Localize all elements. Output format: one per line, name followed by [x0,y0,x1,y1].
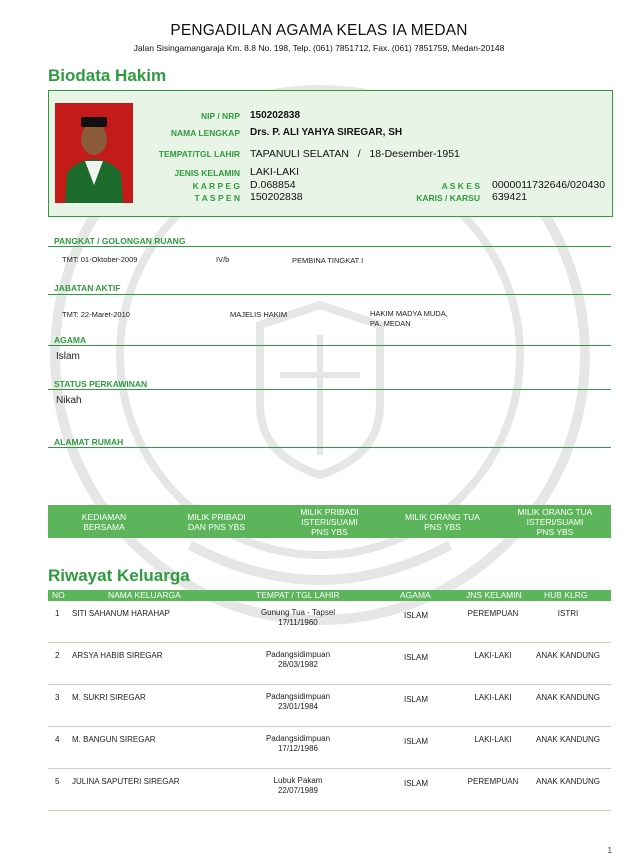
kediaman-milik-pribadi-isteri: MILIK PRIBADI ISTERI/SUAMI PNS YBS [300,506,359,537]
row-tgl: 23/01/1984 [277,702,319,711]
ttl-value: TAPANULI SELATAN / 18-Desember-1951 [250,148,460,160]
karpeg-value: D.068854 [250,179,296,191]
nip-label: NIP / NRP [200,111,240,121]
row-divider [48,684,611,685]
row-no: 4 [55,735,60,744]
karis-value: 639421 [492,191,528,203]
row-tempat: Padangsidimpuan [265,692,331,701]
row-tgl: 28/03/1982 [277,660,319,669]
agama-divider [48,345,611,346]
pangkat-name: PEMBINA TINGKAT I [292,256,364,265]
row-divider [48,726,611,727]
jabatan-divider [48,294,611,295]
alamat-heading: ALAMAT RUMAH [54,437,124,447]
alamat-divider [48,447,611,448]
row-nama: SITI SAHANUM HARAHAP [72,609,170,618]
pangkat-golongan: IV/b [216,255,230,264]
jabatan-tmt: TMT: 22-Maret-2010 [62,310,130,319]
row-no: 1 [55,609,60,618]
judge-photo [55,103,133,203]
row-agama: ISLAM [403,695,428,704]
row-agama: ISLAM [403,653,428,662]
nip-value: 150202838 [250,110,301,121]
jk-label: JENIS KELAMIN [174,168,240,178]
askes-value: 0000011732646/020430 [492,179,606,191]
row-nama: ARSYA HABIB SIREGAR [72,651,163,660]
row-tgl: 17/12/1986 [277,744,319,753]
row-nama: M. SUKRI SIREGAR [72,693,146,702]
karis-label: KARIS / KARSU [416,193,480,203]
jabatan-heading: JABATAN AKTIF [54,283,121,293]
row-jk: LAKI-LAKI [474,735,512,744]
col-hub: HUB KLRG [544,590,588,600]
row-no: 5 [55,777,60,786]
status-divider [48,389,611,390]
kediaman-milik-orang-tua-isteri: MILIK ORANG TUA ISTERI/SUAMI PNS YBS [517,506,593,537]
kediaman-milik-orang-tua: MILIK ORANG TUA PNS YBS [405,511,480,532]
row-agama: ISLAM [403,737,428,746]
court-address: Jalan Sisingamangaraja Km. 8.8 No. 198, Telp. (061) 7851712, Fax. (061) 7851759, Medan-20148 [133,43,505,53]
keluarga-heading: Riwayat Keluarga [48,566,190,585]
keluarga-table-header [48,590,611,601]
row-tempat: Gunung Tua - Tapsel [260,608,336,617]
row-hub: ANAK KANDUNG [535,735,600,744]
row-jk: PEREMPUAN [467,777,519,786]
jabatan-line2: PA. MEDAN [370,319,411,328]
row-agama: ISLAM [403,611,428,620]
agama-value: Islam [56,351,80,362]
pangkat-heading: PANGKAT / GOLONGAN RUANG [54,236,186,246]
jabatan-unit: MAJELIS HAKIM [230,310,288,319]
jabatan-line1: HAKIM MADYA MUDA, [370,309,448,318]
row-jk: PEREMPUAN [467,609,519,618]
karpeg-label: K A R P E G [192,181,240,191]
nama-label: NAMA LENGKAP [170,128,240,138]
status-heading: STATUS PERKAWINAN [54,379,148,389]
row-divider [48,642,611,643]
ttl-label: TEMPAT/TGL LAHIR [158,149,240,159]
row-tgl: 17/11/1960 [278,618,318,627]
jk-value: LAKI-LAKI [250,166,300,178]
row-no: 2 [55,651,60,660]
row-nama: JULINA SAPUTERI SIREGAR [72,777,180,786]
kediaman-milik-pribadi: MILIK PRIBADI DAN PNS YBS [187,511,246,532]
askes-label: A S K E S [441,181,480,191]
row-tempat: Padangsidimpuan [265,650,331,659]
nama-value: Drs. P. ALI YAHYA SIREGAR, SH [250,127,403,138]
kediaman-bersama: KEDIAMAN BERSAMA [81,511,127,532]
court-title: PENGADILAN AGAMA KELAS IA MEDAN [170,22,468,39]
pangkat-tmt: TMT: 01-Oktober-2009 [62,255,138,264]
row-jk: LAKI-LAKI [474,651,512,660]
row-no: 3 [55,693,60,702]
status-value: Nikah [56,395,82,406]
biodata-heading: Biodata Hakim [48,66,167,85]
row-nama: M. BANGUN SIREGAR [72,735,156,744]
pangkat-divider [48,246,611,247]
col-ttl: TEMPAT / TGL LAHIR [256,590,340,600]
kediaman-band [48,505,611,538]
row-tgl: 22/07/1989 [277,786,319,795]
row-divider [48,810,611,811]
col-nama: NAMA KELUARGA [108,590,181,600]
row-jk: LAKI-LAKI [474,693,512,702]
taspen-value: 150202838 [250,191,303,203]
row-agama: ISLAM [403,779,428,788]
col-jk: JNS KELAMIN [466,590,522,600]
row-hub: ANAK KANDUNG [535,651,600,660]
page-number: 1 [607,846,612,855]
row-tempat: Lubuk Pakam [273,776,323,785]
taspen-label: T A S P E N [194,193,240,203]
person-photo-icon [55,103,133,203]
agama-heading: AGAMA [54,335,87,345]
row-hub: ANAK KANDUNG [535,693,600,702]
col-no: NO [52,590,65,600]
col-agama: AGAMA [400,590,431,600]
row-divider [48,768,611,769]
row-hub: ANAK KANDUNG [535,777,600,786]
row-tempat: Padangsidimpuan [265,734,331,743]
row-hub: ISTRI [557,609,579,618]
